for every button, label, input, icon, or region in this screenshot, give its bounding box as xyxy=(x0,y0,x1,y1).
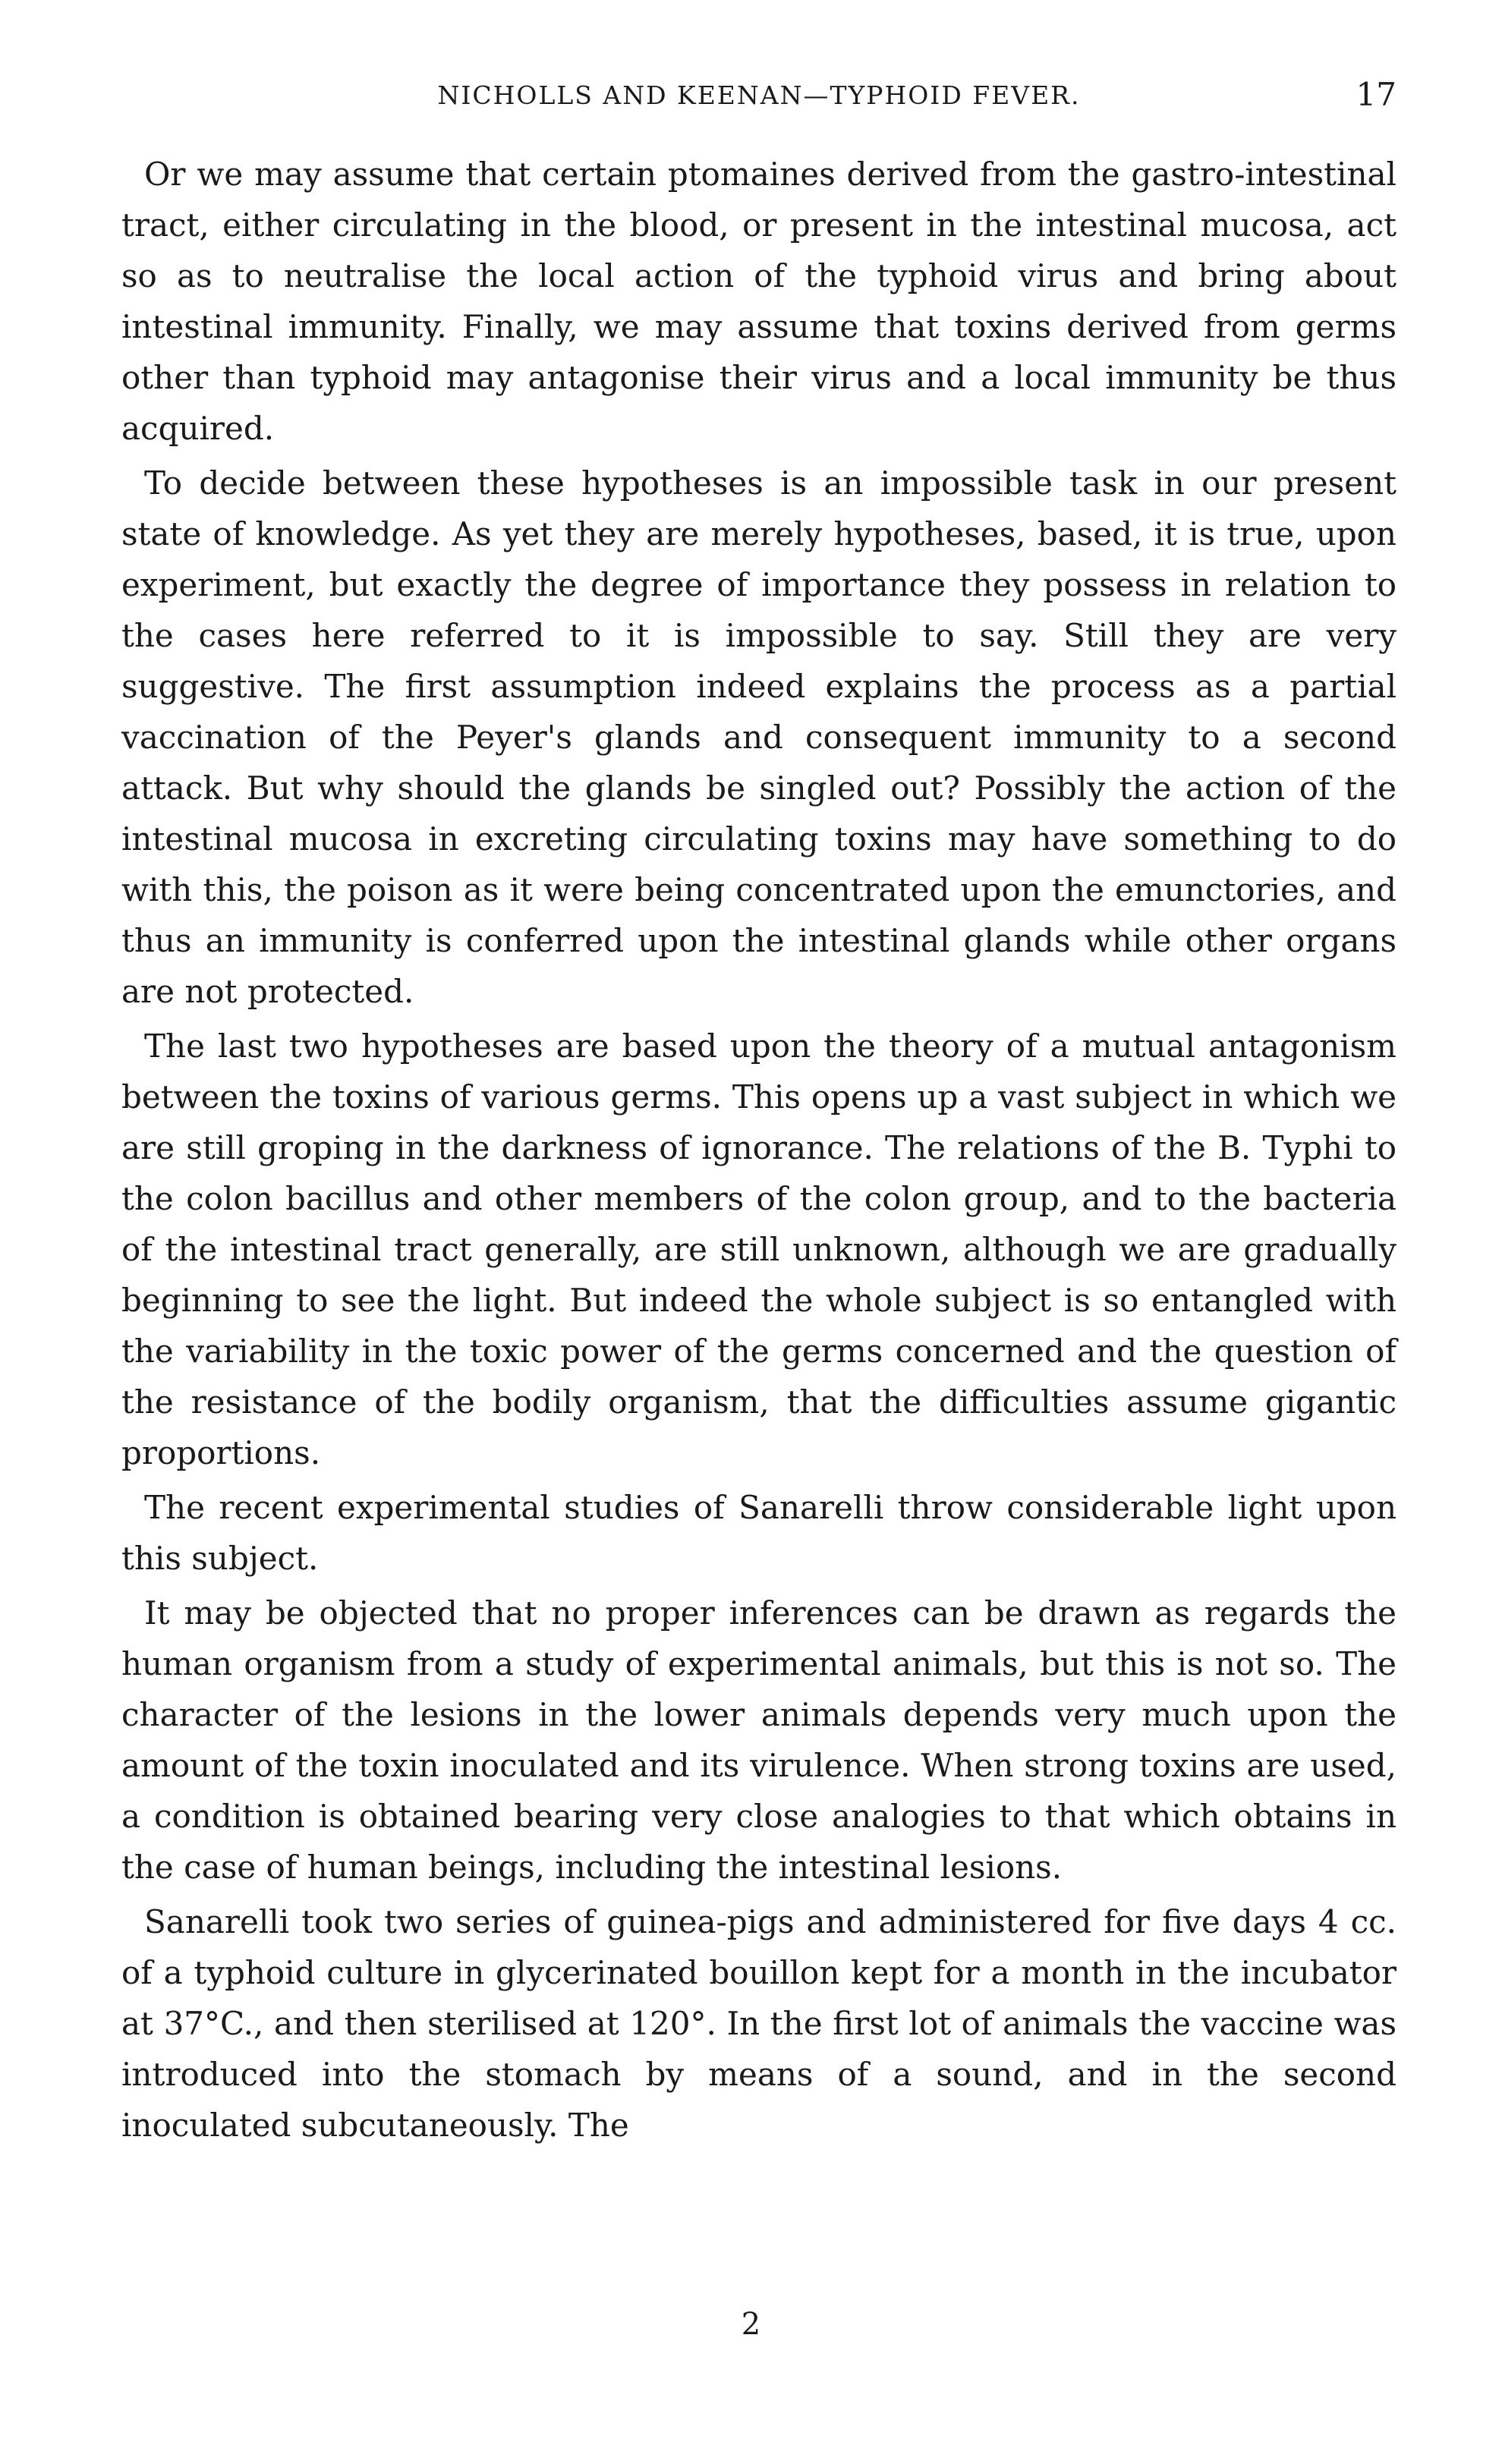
paragraph-antagonism: The last two hypotheses are based upon the theory of a mutual antagonism between the toxins of various germs. This opens up a vast subject in which we are still groping in the darkness of ignorance. The relations of the B. Typhi to the colon bacillus and other members of the colon group, and to the bacteria of the intestinal tract generally, are still unknown, although we are gradually beginning to see the light. But indeed the whole subject is so entangled with the variability in the toxic power of the germs concerned and the question of the resistance of the bodily organism, that the difficulties assume gigantic proportions. xyxy=(121,1027,1397,1471)
paragraph-hypotheses: To decide between these hypotheses is an impossible task in our present state of knowledge. As yet they are merely hypotheses, based, it is true, upon experiment, but exactly the degree of importance they possess in relation to the cases here referred to it is impossible to say. Still they are very suggestive. The first assumption indeed explains the process as a partial vaccination of the Peyer's glands and consequent immunity to a second attack. But why should the glands be singled out? Possibly the action of the intestinal mucosa in excreting circulating toxins may have something to do with this, the poison as it were being concentrated upon the emunctories, and thus an immunity is conferred upon the intestinal glands while other organs are not protected. xyxy=(121,464,1397,1010)
running-title: NICHOLLS AND KEENAN—TYPHOID FEVER. xyxy=(437,80,1081,110)
page-number: 17 xyxy=(1356,76,1397,113)
body-text xyxy=(121,149,1397,2151)
paragraph-guinea-pigs: Sanarelli took two series of guinea-pigs and administered for five days 4 cc. of a typhoid culture in glycerinated bouillon kept for a month in the incubator at 37°C., and then sterilised at 120°. In the first lot of animals the vaccine was introduced into the stomach by means of a sound, and in the second inoculated subcutaneously. The xyxy=(121,1903,1397,2144)
paragraph-sanarelli-studies: The recent experimental studies of Sanarelli throw considerable light upon this subject. xyxy=(121,1489,1397,1577)
paragraph-objection: It may be objected that no proper inferences can be drawn as regards the human organism from a study of experimental animals, but this is not so. The character of the lesions in the lower animals depends very much upon the amount of the toxin inoculated and its virulence. When strong toxins are used, a condition is obtained bearing very close analogies to that which obtains in the case of human beings, including the intestinal lesions. xyxy=(121,1594,1397,1886)
running-head xyxy=(121,76,1397,121)
paragraph-ptomaines: Or we may assume that certain ptomaines derived from the gastro-intestinal tract, either circulating in the blood, or present in the intestinal mucosa, act so as to neutralise the local action of the typhoid virus and bring about intestinal immunity. Finally, we may assume that toxins derived from germs other than typhoid may antagonise their virus and a local immunity be thus acquired. xyxy=(121,156,1397,447)
signature-mark: 2 xyxy=(741,2307,761,2342)
